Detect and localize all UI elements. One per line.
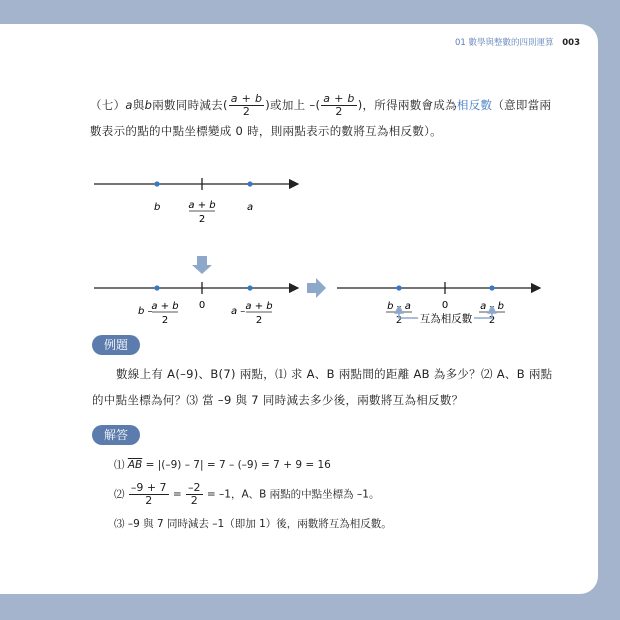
- step2-rest: = –1，A、B 兩點的中點坐標為 –1。: [203, 488, 380, 501]
- left-b-num: a + b: [151, 301, 179, 312]
- answer-badge: 解答: [92, 425, 140, 445]
- label-mid-num: a + b: [188, 200, 216, 211]
- segment-ab: $\overline{AB}$: [127, 459, 143, 471]
- point-b: [154, 181, 159, 186]
- text-part2: 或加上: [270, 98, 306, 112]
- left-a-den: 2: [255, 315, 263, 326]
- left-a-label: a –: [231, 306, 246, 317]
- example-badge: 例題: [92, 335, 140, 355]
- label-mid-den: 2: [198, 214, 206, 225]
- down-arrow-icon: [192, 256, 212, 274]
- page-number: 003: [562, 38, 580, 48]
- minus-sign: –: [309, 98, 316, 112]
- label-b: b: [154, 202, 161, 213]
- section-seven: （七）a與b兩數同時減去( $\frac{a + b}{2}$ )或加上 –( $\frac{a + b}{2}$ )，所得兩數會成為相反數（意即當兩 數表示的點的中點坐標變成 0 時，則兩點表示的數將互為相反數）。: [90, 92, 552, 138]
- left-zero-label: 0: [198, 300, 206, 311]
- left-b-label: b –: [138, 306, 153, 317]
- step2-frac2: $\frac{-2}{2}$: [188, 481, 201, 507]
- left-b-den: 2: [161, 315, 169, 326]
- section-label: （七）: [90, 98, 126, 112]
- text-part1: 兩數同時減去: [152, 98, 223, 112]
- answer-step2: ⑵ $\frac{-9 + 7}{2}$ = $\frac{-2}{2}$ = –1，A、B 兩點的中點坐標為 –1。: [114, 481, 380, 507]
- opposite-caption: [0, 306, 598, 336]
- right-point-right: [489, 285, 494, 290]
- highlight-term: 相反數: [456, 98, 493, 112]
- text-part4: （意即當兩: [492, 98, 552, 112]
- right-arrow-icon: [307, 278, 326, 298]
- step2-frac1: $\frac{-9 + 7}{2}$: [130, 481, 167, 507]
- right-zero-label: 0: [441, 300, 449, 311]
- right-point-left: [396, 285, 401, 290]
- example-text: [92, 361, 562, 413]
- point-a: [247, 181, 252, 186]
- conj: 與: [132, 98, 145, 112]
- fraction-ab-over-2: $\frac{a + b}{2}$: [230, 92, 263, 118]
- step1-equation: = |(–9) – 7| = 7 – (–9) = 7 + 9 = 16: [142, 459, 331, 471]
- caption-bracket-right: [474, 309, 492, 318]
- right-l-num: b – a: [387, 301, 411, 312]
- answer-step3: ⑶ –9 與 7 同時減去 –1（即加 1）後，兩數將互為相反數。: [114, 518, 392, 530]
- right-r-den: 2: [488, 315, 496, 326]
- text-line2: 數表示的點的中點坐標變成 0 時，則兩點表示的數將互為相反數）。: [90, 124, 442, 138]
- running-header: [455, 36, 580, 48]
- chapter-number: 01: [455, 38, 466, 48]
- example-line1: 數線上有 A(–9)、B(7) 兩點，⑴ 求 A、B 兩點間的距離 AB 為多少？⑵ A、B 兩點: [116, 367, 553, 381]
- var-a: a: [125, 98, 133, 112]
- fraction-ab-over-2-b: $\frac{a + b}{2}$: [323, 92, 355, 118]
- step1-prefix: ⑴: [114, 459, 125, 471]
- caption-text: 互為相反數: [419, 313, 473, 325]
- var-b: b: [144, 98, 153, 112]
- example-line2: 的中點坐標為何？⑶ 當 –9 與 7 同時減去多少後，兩數將互為相反數？: [92, 393, 464, 407]
- answer-step1: [114, 456, 331, 474]
- left-point-b: [154, 285, 159, 290]
- right-r-num: a – b: [480, 301, 504, 312]
- label-a: a: [247, 202, 254, 213]
- left-a-num: a + b: [245, 301, 273, 312]
- text-part3: ，所得兩數會成為: [362, 98, 457, 112]
- page: [0, 24, 598, 594]
- left-point-a: [247, 285, 252, 290]
- right-l-den: 2: [395, 315, 403, 326]
- number-line-diagram: [0, 166, 598, 326]
- caption-bracket-left: [399, 309, 418, 318]
- step2-prefix: ⑵: [114, 488, 125, 501]
- chapter-title: 數學與整數的四則運算: [468, 38, 554, 48]
